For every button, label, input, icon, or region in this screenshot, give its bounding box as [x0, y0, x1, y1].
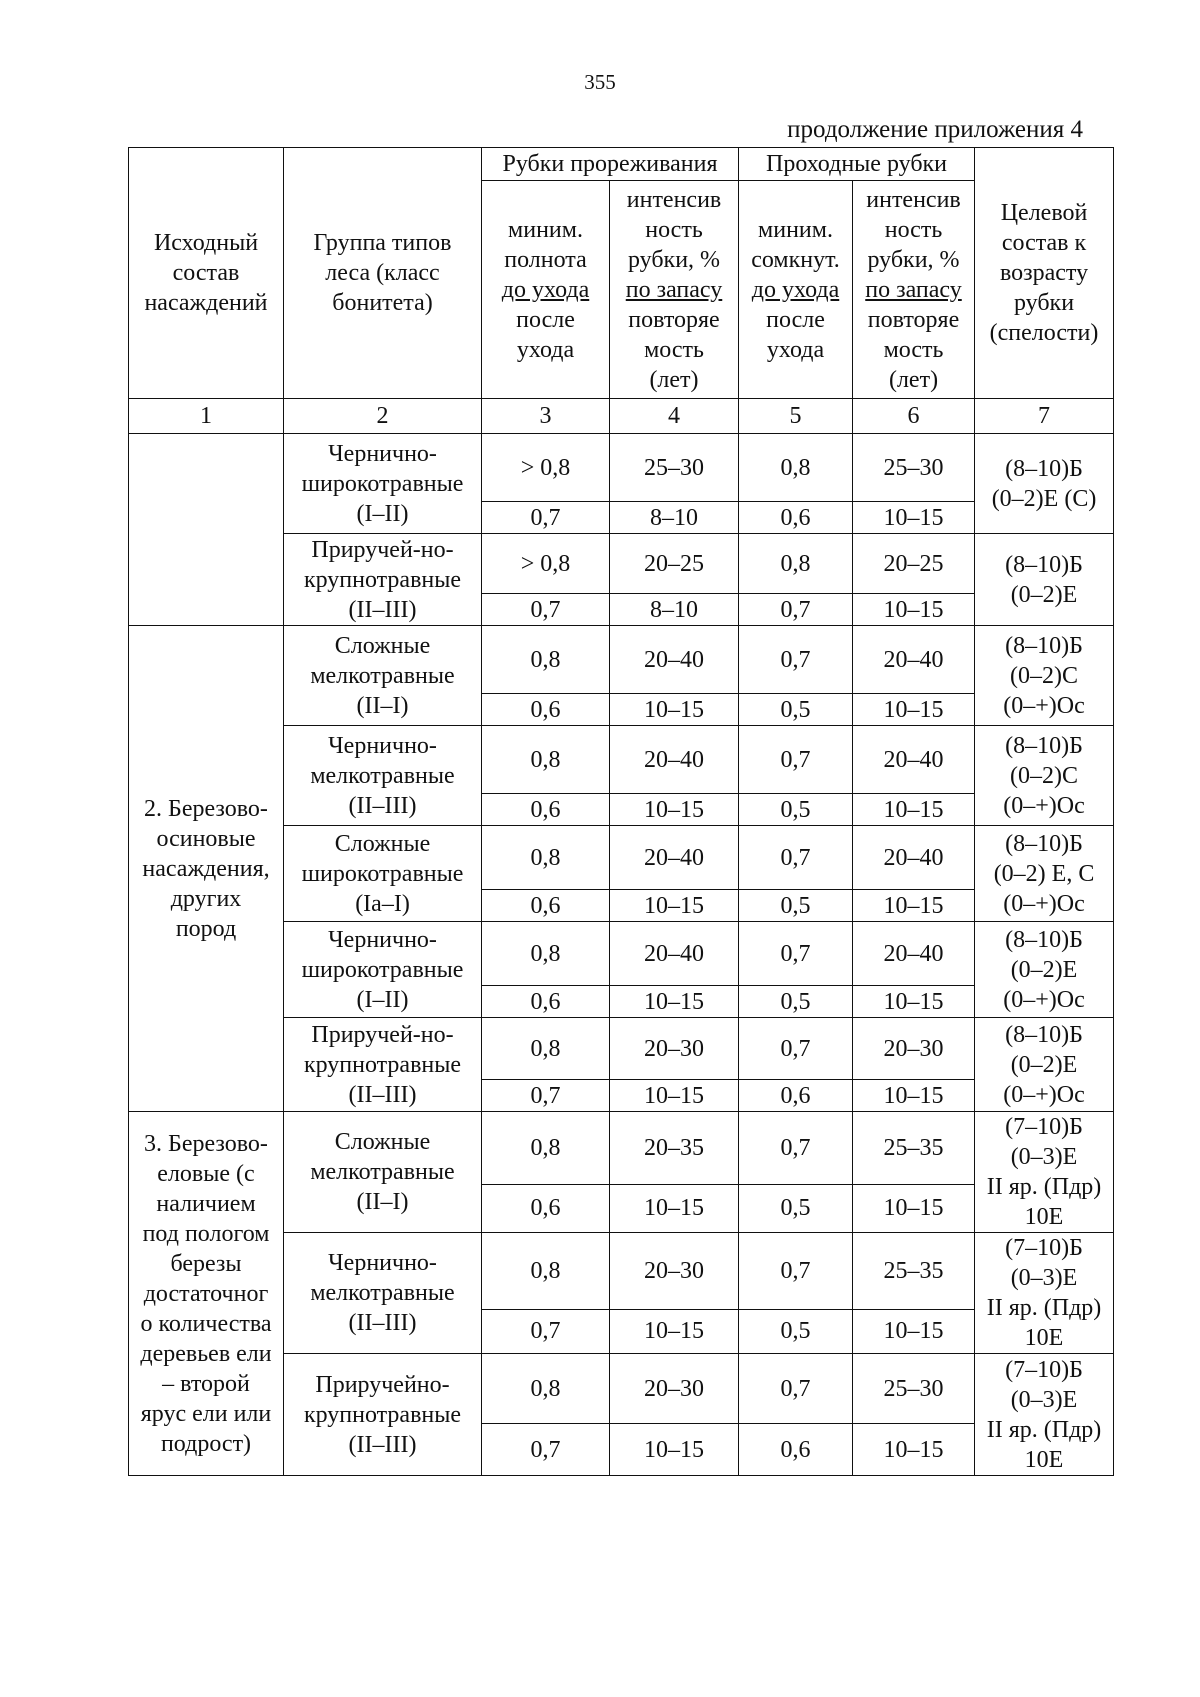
- text-line: осиновые: [156, 825, 256, 852]
- text-line: (7–10)Б: [1005, 1235, 1083, 1261]
- target-composition-cell: [975, 922, 1114, 1018]
- text-line: широкотравные: [301, 860, 464, 887]
- text-line: других: [170, 885, 242, 912]
- text-line: – второй: [162, 1370, 250, 1397]
- text-line: Приручей-но-: [311, 536, 454, 563]
- value-cell: 10–15: [853, 1309, 975, 1353]
- text-line: (лет): [888, 366, 939, 393]
- value-cell: 25–30: [853, 434, 975, 502]
- text-line: (7–10)Б: [1005, 1356, 1083, 1383]
- forest-type-cell: [284, 1112, 482, 1233]
- value-cell: 0,7: [482, 594, 610, 626]
- text-line: (II–I): [356, 692, 409, 719]
- text-line: рубки, %: [627, 246, 721, 273]
- text-line: Приручейно-: [315, 1371, 450, 1398]
- text-line: интенсив: [626, 186, 722, 213]
- value-cell: 0,6: [482, 1184, 610, 1232]
- column-number: 7: [975, 399, 1114, 434]
- target-composition-cell: [975, 434, 1114, 534]
- forest-type-cell: [284, 726, 482, 826]
- value-cell: 10–15: [610, 890, 739, 922]
- value-cell: 0,6: [739, 1080, 853, 1112]
- value-cell: 0,7: [739, 1018, 853, 1080]
- text-line: возрасту: [999, 260, 1089, 286]
- text-line: (0–2)Е: [1010, 581, 1078, 608]
- value-cell: 0,8: [482, 1018, 610, 1080]
- value-cell: 20–40: [610, 826, 739, 890]
- text-line: (II–III): [348, 792, 417, 819]
- value-cell: 20–40: [853, 726, 975, 794]
- value-cell: 25–35: [853, 1112, 975, 1185]
- value-cell: 0,6: [482, 694, 610, 726]
- text-line: сомкнут.: [751, 246, 840, 273]
- text-line: рубки, %: [867, 246, 960, 273]
- value-cell: 0,8: [482, 726, 610, 794]
- text-line: наличием: [156, 1190, 256, 1217]
- value-cell: 20–30: [610, 1018, 739, 1080]
- value-cell: 0,7: [739, 726, 853, 794]
- header-thinning: Рубки прореживания: [482, 148, 739, 181]
- value-cell: 0,7: [739, 1354, 853, 1424]
- table-row: [129, 626, 1114, 694]
- text-line: (8–10)Б: [1005, 455, 1083, 482]
- value-cell: 0,7: [739, 826, 853, 890]
- value-cell: 0,6: [482, 794, 610, 826]
- text-line: (0–+)Ос: [1003, 1081, 1085, 1108]
- value-cell: 10–15: [853, 794, 975, 826]
- value-cell: 20–40: [610, 922, 739, 986]
- text-line: интенсив: [866, 186, 961, 213]
- value-cell: 10–15: [853, 1184, 975, 1232]
- text-line: повторяе: [628, 306, 720, 333]
- text-line: Целевой: [1000, 200, 1088, 226]
- text-line: (лет): [649, 366, 699, 393]
- header-row-top: [129, 148, 1114, 181]
- value-cell: 25–30: [853, 1354, 975, 1424]
- text-line: крупнотравные: [303, 566, 462, 593]
- text-line: миним.: [758, 216, 833, 243]
- underlined-text: до ухода: [751, 276, 840, 303]
- text-line: (0–+)Ос: [1003, 986, 1085, 1013]
- text-line: подрост): [160, 1430, 252, 1457]
- value-cell: 20–40: [853, 922, 975, 986]
- text-line: (0–+)Ос: [1003, 692, 1085, 719]
- header-target-composition: [975, 148, 1114, 399]
- value-cell: 20–25: [610, 534, 739, 594]
- value-cell: 10–15: [610, 1424, 739, 1476]
- text-line: Чернично-: [328, 440, 437, 467]
- value-cell: 8–10: [610, 594, 739, 626]
- target-composition-cell: [975, 1233, 1114, 1354]
- text-line: березы: [170, 1250, 242, 1277]
- text-line: крупнотравные: [303, 1401, 462, 1428]
- text-line: Чернично-: [328, 1250, 437, 1276]
- text-line: пород: [175, 915, 237, 942]
- value-cell: 0,7: [739, 1233, 853, 1310]
- text-line: мелкотравные: [310, 1280, 455, 1306]
- text-line: 2. Березово-: [144, 795, 268, 822]
- value-cell: 10–15: [853, 594, 975, 626]
- value-cell: 0,5: [739, 1184, 853, 1232]
- text-line: (спелости): [989, 320, 1099, 346]
- forest-care-table: [128, 147, 1114, 1476]
- value-cell: 10–15: [610, 794, 739, 826]
- column-number: 2: [284, 399, 482, 434]
- text-line: 10Е: [1024, 1446, 1064, 1473]
- text-line: 3. Березово-: [144, 1130, 268, 1157]
- forest-type-cell: [284, 434, 482, 534]
- value-cell: 10–15: [853, 1080, 975, 1112]
- value-cell: 0,5: [739, 794, 853, 826]
- forest-type-cell: [284, 1233, 482, 1354]
- text-line: (8–10)Б: [1005, 732, 1083, 759]
- initial-composition-cell: [129, 1112, 284, 1476]
- column-number: 5: [739, 399, 853, 434]
- table-row: [129, 1112, 1114, 1185]
- text-line: широкотравные: [301, 470, 464, 497]
- text-line: (0–+)Ос: [1003, 792, 1085, 819]
- text-line: (0–2)С: [1010, 762, 1079, 789]
- value-cell: 10–15: [610, 986, 739, 1018]
- text-line: (0–+)Ос: [1003, 890, 1085, 917]
- text-line: (II–III): [348, 596, 417, 623]
- value-cell: 0,7: [482, 1309, 610, 1353]
- initial-composition-cell: [129, 434, 284, 626]
- text-line: после: [766, 306, 825, 333]
- text-line: (II–III): [348, 1310, 417, 1336]
- value-cell: 10–15: [853, 1424, 975, 1476]
- value-cell: 10–15: [853, 890, 975, 922]
- target-composition-cell: [975, 726, 1114, 826]
- target-composition-cell: [975, 1112, 1114, 1233]
- value-cell: 0,8: [482, 826, 610, 890]
- forest-type-cell: [284, 922, 482, 1018]
- text-line: мелкотравные: [310, 762, 455, 789]
- text-line: достаточног: [143, 1280, 269, 1307]
- value-cell: 10–15: [853, 502, 975, 534]
- value-cell: 0,7: [739, 922, 853, 986]
- text-line: (II–III): [348, 1081, 417, 1108]
- underlined-text: по запасу: [625, 276, 723, 303]
- table-row: [129, 434, 1114, 502]
- text-line: Исходный: [153, 230, 259, 256]
- target-composition-cell: [975, 826, 1114, 922]
- text-line: (0–3)Е: [1010, 1265, 1078, 1291]
- header-min-density: [482, 181, 610, 399]
- value-cell: 20–30: [853, 1018, 975, 1080]
- value-cell: 20–30: [610, 1354, 739, 1424]
- text-line: мелкотравные: [310, 1159, 455, 1185]
- text-line: насаждений: [144, 290, 268, 316]
- header-min-closure: [739, 181, 853, 399]
- value-cell: 0,5: [739, 1309, 853, 1353]
- text-line: (II–III): [348, 1431, 417, 1458]
- column-number: 1: [129, 399, 284, 434]
- value-cell: 0,5: [739, 694, 853, 726]
- continuation-caption: продолжение приложения 4: [787, 116, 1083, 143]
- value-cell: 0,5: [739, 986, 853, 1018]
- value-cell: 10–15: [610, 1184, 739, 1232]
- text-line: состав к: [1001, 230, 1087, 256]
- text-line: (7–10)Б: [1005, 1114, 1083, 1140]
- forest-type-cell: [284, 826, 482, 922]
- text-line: насаждения,: [142, 855, 270, 882]
- text-line: Чернично-: [328, 926, 437, 953]
- text-line: ярус ели или: [140, 1400, 272, 1427]
- value-cell: 20–40: [610, 726, 739, 794]
- text-line: полнота: [504, 246, 587, 273]
- text-line: 10Е: [1024, 1204, 1064, 1230]
- text-line: мелкотравные: [310, 662, 455, 689]
- text-line: Приручей-но-: [311, 1021, 454, 1048]
- text-line: (I–II): [356, 986, 409, 1013]
- value-cell: 0,8: [482, 626, 610, 694]
- value-cell: 10–15: [610, 1080, 739, 1112]
- value-cell: 0,7: [482, 1424, 610, 1476]
- value-cell: 0,8: [739, 434, 853, 502]
- value-cell: 0,7: [739, 594, 853, 626]
- text-line: (0–2)С: [1010, 662, 1079, 689]
- text-line: II яр. (Пдр): [986, 1416, 1102, 1443]
- text-line: мость: [883, 336, 944, 363]
- text-line: (0–2) Е, С: [993, 860, 1095, 887]
- text-line: (0–2)Е: [1010, 1051, 1078, 1078]
- value-cell: 20–40: [610, 626, 739, 694]
- value-cell: 20–35: [610, 1112, 739, 1185]
- target-composition-cell: [975, 1354, 1114, 1476]
- value-cell: 8–10: [610, 502, 739, 534]
- value-cell: 20–30: [610, 1233, 739, 1310]
- value-cell: 25–30: [610, 434, 739, 502]
- forest-type-cell: [284, 1354, 482, 1476]
- text-line: (I–II): [356, 500, 409, 527]
- header-thinning-intensity: [610, 181, 739, 399]
- text-line: бонитета): [332, 290, 433, 316]
- text-line: ность: [645, 216, 703, 243]
- value-cell: 0,8: [739, 534, 853, 594]
- text-line: повторяе: [867, 306, 960, 333]
- value-cell: 20–40: [853, 826, 975, 890]
- value-cell: > 0,8: [482, 434, 610, 502]
- value-cell: 20–25: [853, 534, 975, 594]
- value-cell: 0,6: [482, 890, 610, 922]
- text-line: (8–10)Б: [1005, 632, 1083, 659]
- value-cell: 0,6: [739, 1424, 853, 1476]
- target-composition-cell: [975, 1018, 1114, 1112]
- value-cell: 20–40: [853, 626, 975, 694]
- text-line: Сложные: [334, 830, 431, 857]
- forest-type-cell: [284, 626, 482, 726]
- value-cell: 0,8: [482, 922, 610, 986]
- column-numbers-row: [129, 399, 1114, 434]
- value-cell: 0,8: [482, 1354, 610, 1424]
- value-cell: 0,7: [739, 1112, 853, 1185]
- forest-type-cell: [284, 534, 482, 626]
- text-line: мость: [644, 336, 704, 363]
- value-cell: 10–15: [853, 986, 975, 1018]
- value-cell: 0,8: [482, 1233, 610, 1310]
- value-cell: 10–15: [610, 694, 739, 726]
- text-line: (8–10)Б: [1005, 551, 1083, 578]
- page-number: 355: [584, 70, 616, 94]
- value-cell: 25–35: [853, 1233, 975, 1310]
- text-line: после: [516, 306, 575, 333]
- text-line: (8–10)Б: [1005, 830, 1083, 857]
- text-line: (0–2)Е: [1010, 956, 1078, 983]
- text-line: Чернично-: [328, 732, 437, 759]
- text-line: Группа типов: [313, 230, 452, 256]
- initial-composition-cell: [129, 626, 284, 1112]
- text-line: (8–10)Б: [1005, 926, 1083, 953]
- text-line: ность: [884, 216, 943, 243]
- text-line: (0–3)Е: [1010, 1386, 1078, 1413]
- text-line: Сложные: [334, 632, 431, 659]
- header-forest-type-group: [284, 148, 482, 399]
- value-cell: 0,7: [739, 626, 853, 694]
- text-line: широкотравные: [301, 956, 464, 983]
- text-line: Сложные: [334, 1129, 431, 1155]
- header-passage-cutting: Проходные рубки: [739, 148, 975, 181]
- text-line: ухода: [766, 336, 825, 363]
- text-line: о количества: [140, 1310, 272, 1337]
- value-cell: 0,5: [739, 890, 853, 922]
- header-passage-intensity: [853, 181, 975, 399]
- text-line: леса (класс: [325, 260, 440, 286]
- text-line: рубки: [1013, 290, 1075, 316]
- text-line: еловые (с: [157, 1160, 255, 1187]
- text-line: (II–I): [356, 1189, 409, 1215]
- header-initial-composition: [129, 148, 284, 399]
- text-line: деревьев ели: [140, 1340, 272, 1367]
- table-body: [129, 148, 1114, 1476]
- text-line: II яр. (Пдр): [986, 1295, 1102, 1321]
- value-cell: 0,7: [482, 1080, 610, 1112]
- text-line: состав: [172, 260, 240, 286]
- text-line: 10Е: [1024, 1325, 1064, 1351]
- value-cell: 0,6: [482, 986, 610, 1018]
- value-cell: 0,6: [739, 502, 853, 534]
- text-line: ухода: [516, 336, 575, 363]
- text-line: II яр. (Пдр): [986, 1174, 1102, 1200]
- value-cell: > 0,8: [482, 534, 610, 594]
- underlined-text: по запасу: [865, 276, 962, 303]
- column-number: 3: [482, 399, 610, 434]
- text-line: под пологом: [142, 1220, 270, 1247]
- value-cell: 10–15: [610, 1309, 739, 1353]
- value-cell: 0,7: [482, 502, 610, 534]
- value-cell: 10–15: [853, 694, 975, 726]
- target-composition-cell: [975, 534, 1114, 626]
- text-line: миним.: [508, 216, 583, 243]
- column-number: 6: [853, 399, 975, 434]
- underlined-text: до ухода: [501, 276, 590, 303]
- text-line: (0–2)Е (С): [991, 485, 1097, 512]
- text-line: (Ia–I): [355, 890, 410, 917]
- value-cell: 0,8: [482, 1112, 610, 1185]
- text-line: (8–10)Б: [1005, 1021, 1083, 1048]
- text-line: (0–3)Е: [1010, 1144, 1078, 1170]
- column-number: 4: [610, 399, 739, 434]
- text-line: крупнотравные: [303, 1051, 462, 1078]
- target-composition-cell: [975, 626, 1114, 726]
- forest-type-cell: [284, 1018, 482, 1112]
